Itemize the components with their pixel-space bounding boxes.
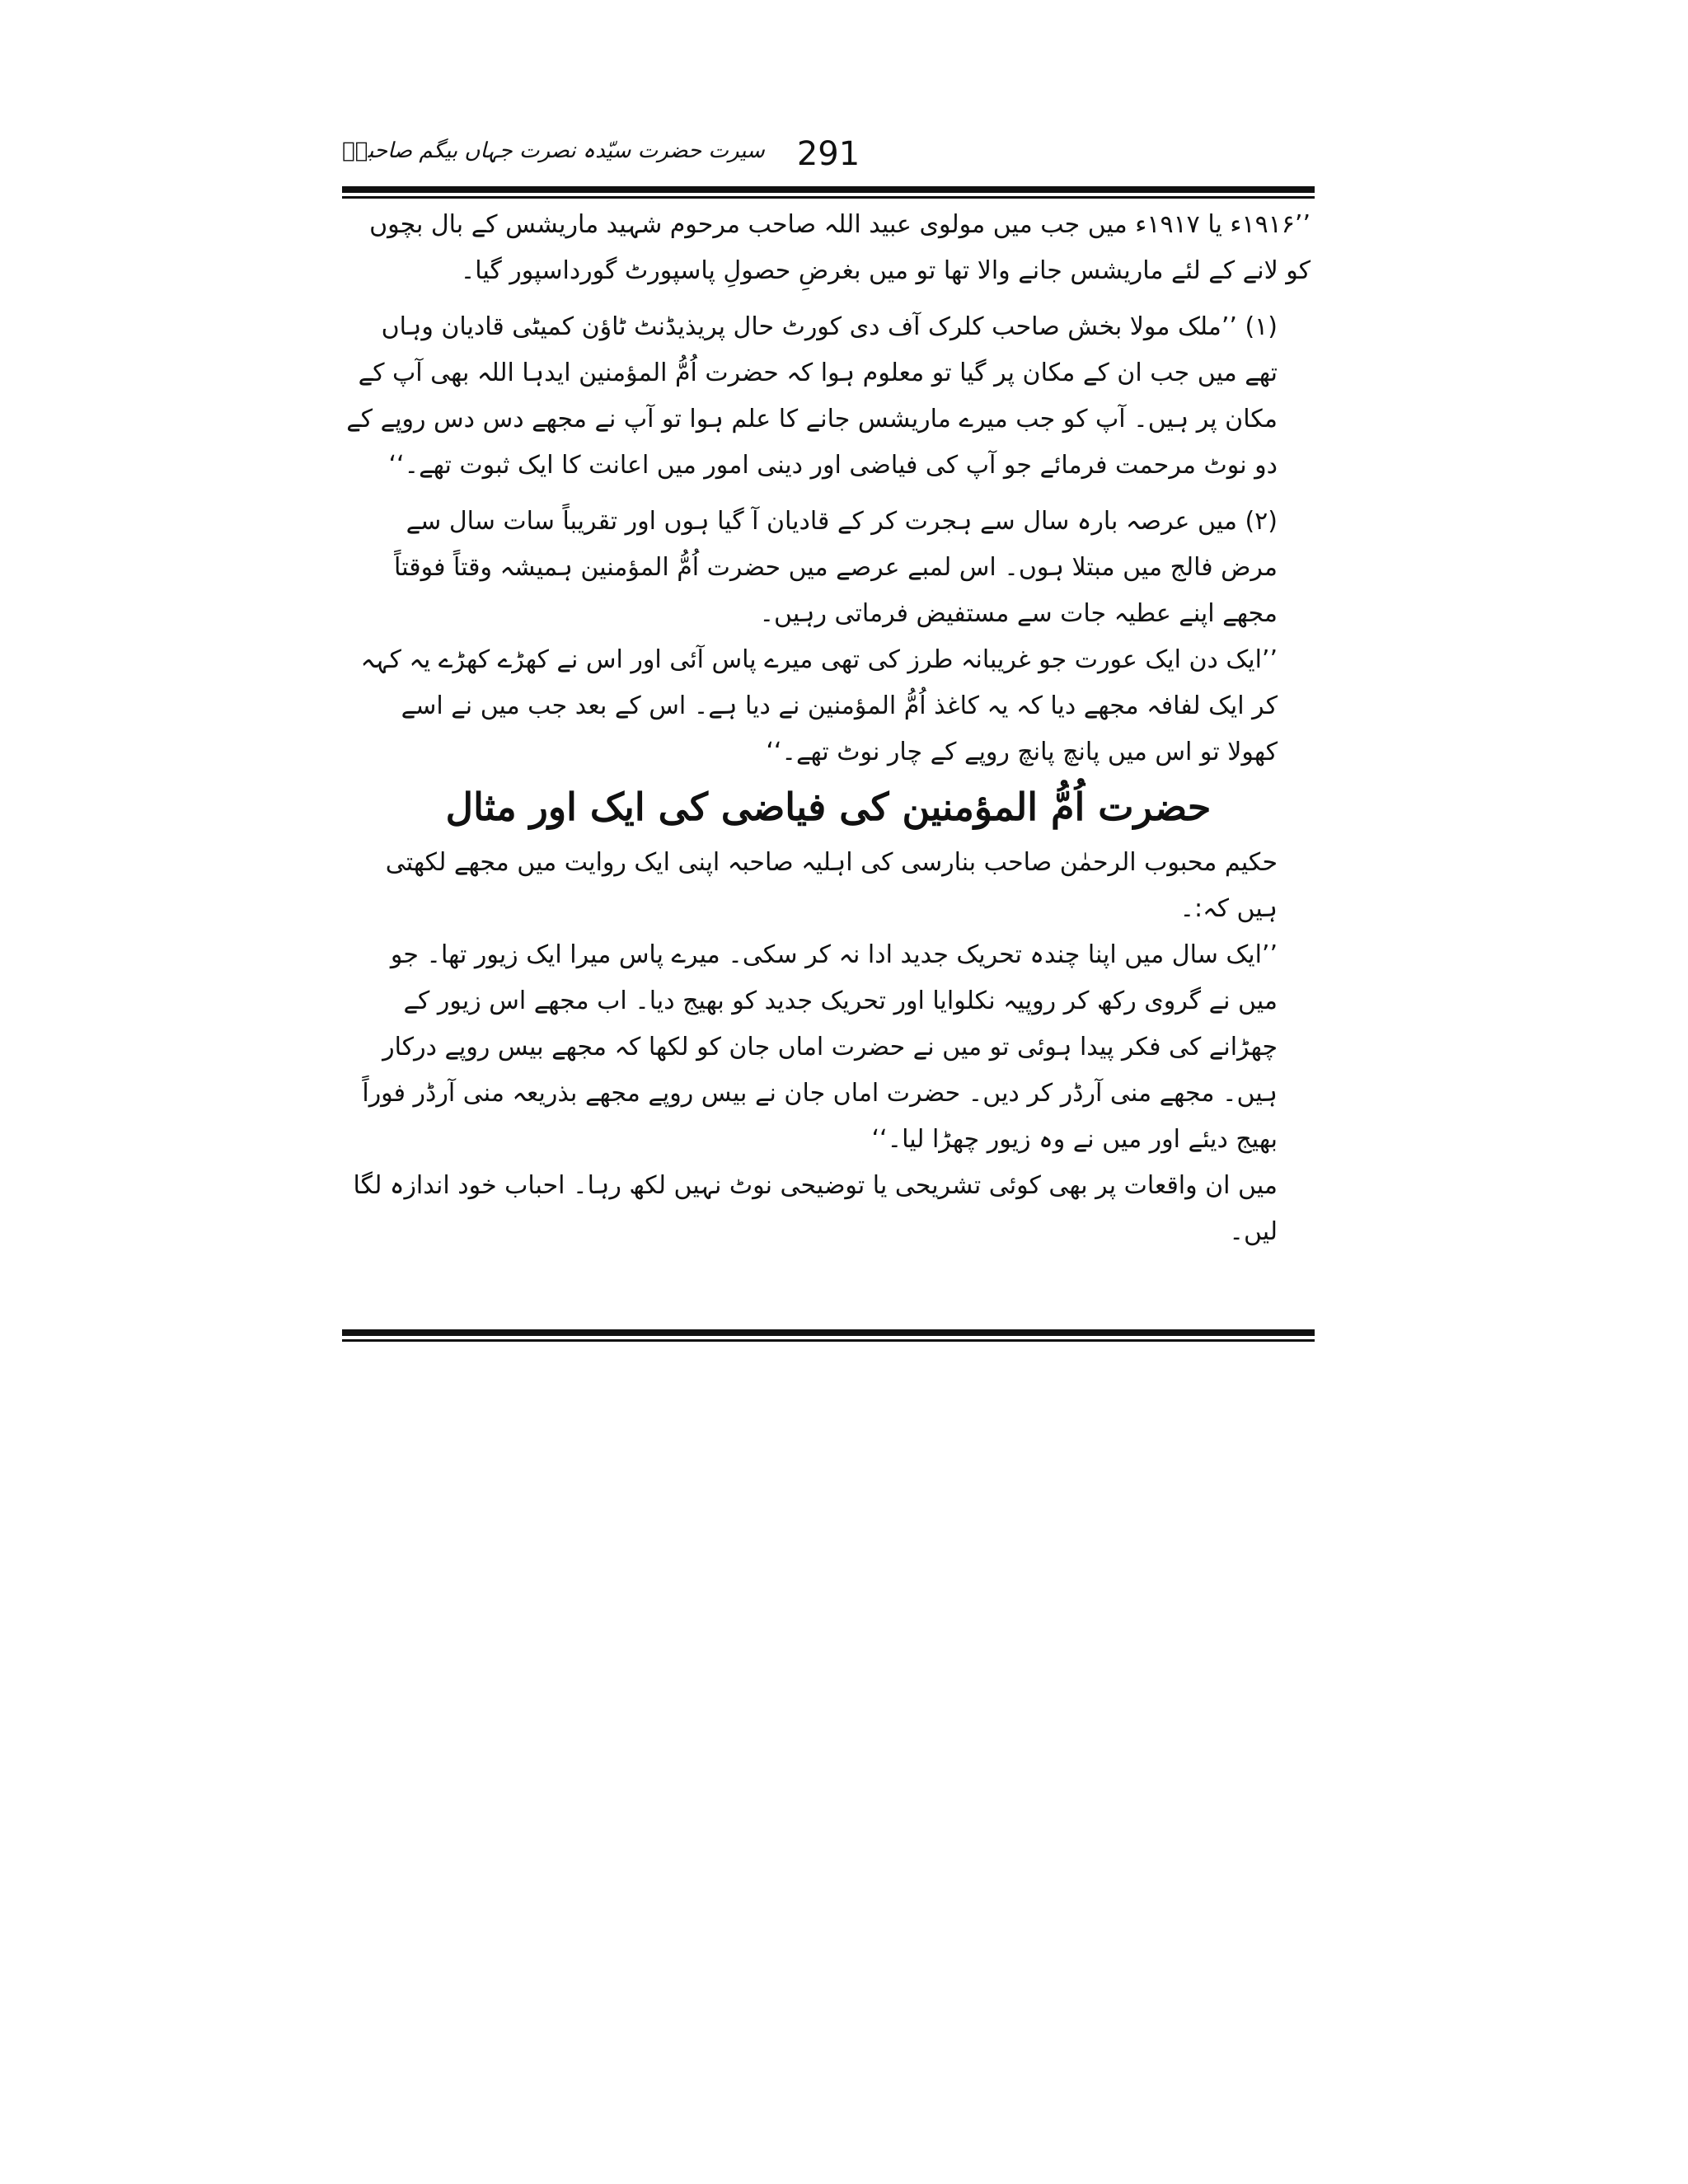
page-header [342, 132, 1315, 181]
paragraph-item-1: (۱) ’’ملک مولا بخش صاحب کلرک آف دی کورٹ حال پریذیڈنٹ ٹاؤن کمیٹی قادیان وہاں تھے میں جب ان کے مکان پر گیا تو معلوم ہوا کہ حضرت اُمُّ المؤمنین ایدہا اللہ بھی آپ کے مکان پر ہیں۔ آپ کو جب میرے ماریشس جانے کا علم ہوا تو آپ نے مجھے دس دس روپے کے دو نوٹ مرحمت فرمائے جو آپ کی فیاضی اور دینی امور میں اعانت کا ایک ثبوت تھے۔‘‘ [346, 312, 1278, 480]
section-heading: حضرت اُمُّ المؤمنین کی فیاضی کی ایک اور مثال [445, 785, 1212, 829]
paragraph-quote-envelope: ’’ایک دن ایک عورت جو غریبانہ طرز کی تھی میرے پاس آئی اور اس نے کھڑے کھڑے یہ کہہ کر ایک لفافہ مجھے دیا کہ یہ کاغذ اُمُّ المؤمنین نے دیا ہے۔ اس کے بعد جب میں نے اسے کھولا تو اس میں پانچ پانچ روپے کے چار نوٹ تھے۔‘‘ [360, 645, 1278, 766]
page-body [346, 202, 1311, 1323]
paragraph-closing: میں ان واقعات پر بھی کوئی تشریحی یا توضیحی نوٹ نہیں لکھ رہا۔ احباب خود اندازہ لگا لیں۔ [353, 1171, 1278, 1246]
paragraph-item-2: (۲) میں عرصہ بارہ سال سے ہجرت کر کے قادیان آ گیا ہوں اور تقریباً سات سال سے مرض فالج میں مبتلا ہوں۔ اس لمبے عرصے میں حضرت اُمُّ المؤمنین ہمیشہ وقتاً فوقتاً مجھے اپنے عطیہ جات سے مستفیض فرماتی رہیں۔ [394, 507, 1278, 628]
paragraph-intro: ’’۱۹۱۶ء یا ۱۹۱۷ء میں جب میں مولوی عبید اللہ صاحب مرحوم شہید ماریشس کے بال بچوں کو لانے کے لئے ماریشس جانے والا تھا تو میں بغرضِ حصولِ پاسپورٹ گورداسپور گیا۔ [369, 210, 1311, 285]
paragraph-quote-jewelry: ’’ایک سال میں اپنا چندہ تحریک جدید ادا نہ کر سکی۔ میرے پاس میرا ایک زیور تھا۔ جو میں نے گروی رکھ کر روپیہ نکلوایا اور تحریک جدید کو بھیج دیا۔ اب مجھے اس زیور کے چھڑانے کی فکر پیدا ہوئی تو میں نے حضرت اماں جان کو لکھا کہ مجھے بیس روپے درکار ہیں۔ مجھے منی آرڈر کر دیں۔ حضرت اماں جان نے بیس روپے مجھے بذریعہ منی آرڈر فوراً بھیج دیئے اور میں نے وہ زیور چھڑا لیا۔‘‘ [362, 940, 1278, 1154]
running-title: سیرت حضرت سیّدہ نصرت جہاں بیگم صاحبہؓ [342, 138, 765, 163]
page-number: 291 [796, 135, 860, 173]
header-rule [342, 186, 1315, 199]
footer-rule [342, 1329, 1315, 1342]
paragraph-narration-intro: حکیم محبوب الرحمٰن صاحب بنارسی کی اہلیہ صاحبہ اپنی ایک روایت میں مجھے لکھتی ہیں کہ:۔ [385, 848, 1278, 923]
